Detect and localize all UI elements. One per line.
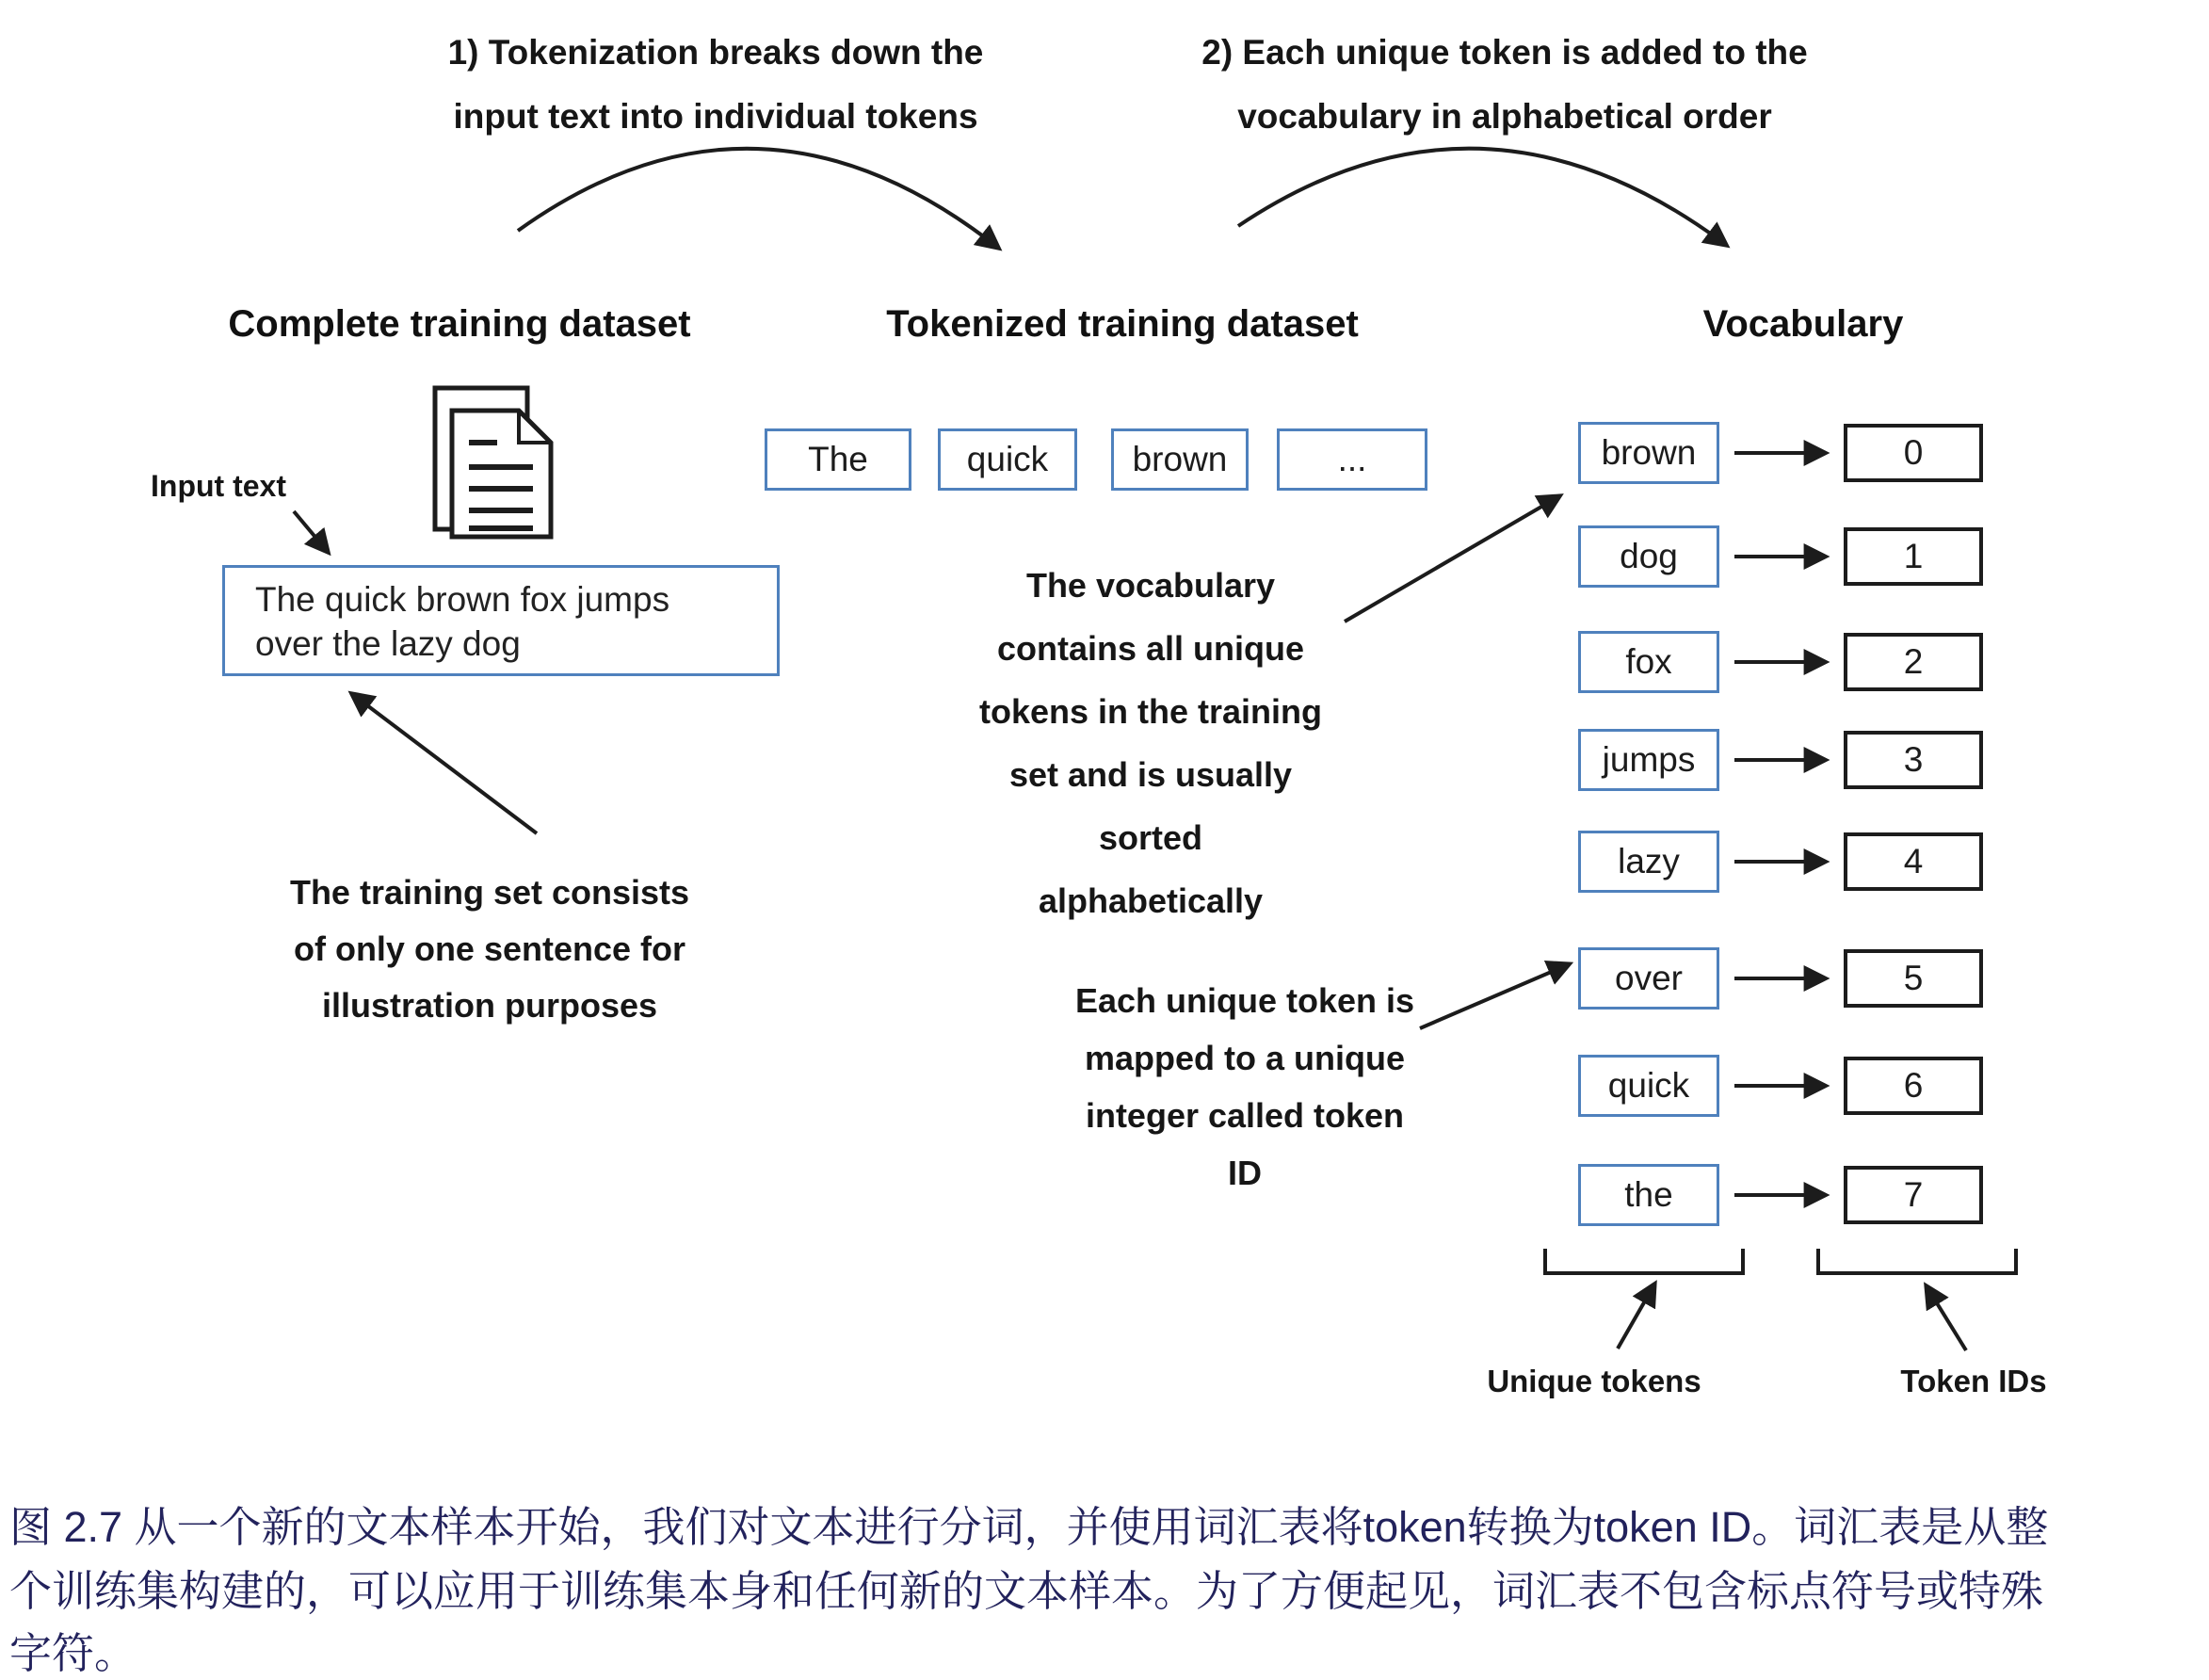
figure-caption-line2: 个训练集构建的，可以应用于训练集本身和任何新的文本样本。为了方便起见，词汇表不包含标点符号或特殊 [9, 1567, 2044, 1615]
token-box-the: The [765, 428, 911, 491]
vocab-id-2: 2 [1844, 633, 1983, 691]
token-box-ellipsis: ... [1277, 428, 1427, 491]
vocab-token-over: over [1578, 947, 1719, 1010]
vocab-id-7: 7 [1844, 1166, 1983, 1224]
vocab-id-5: 5 [1844, 949, 1983, 1008]
training-note-line3: illustration purposes [321, 986, 658, 1025]
vocab-token-dog: dog [1578, 525, 1719, 588]
token-ids-arrow [1927, 1286, 1966, 1350]
training-note-arrow [352, 694, 537, 833]
input-text-label: Input text [151, 469, 286, 503]
vocab-id-1: 1 [1844, 527, 1983, 586]
step2-note-line1: 2) Each unique token is added to the [1201, 33, 1808, 72]
vocab-token-the: the [1578, 1164, 1719, 1226]
training-note-line1: The training set consists [289, 873, 690, 912]
vocab-note [979, 554, 1322, 932]
vocab-id-4: 4 [1844, 832, 1983, 891]
vocab-token-lazy: lazy [1578, 831, 1719, 893]
mapping-note-line2: mapped to a unique [1084, 1039, 1406, 1077]
step1-note [448, 21, 984, 149]
input-sentence-line2: over the lazy dog [255, 624, 521, 663]
document-icon [435, 388, 551, 537]
unique-tokens-label: Unique tokens [1487, 1364, 1701, 1398]
figure-caption-line1: 图 2.7 从一个新的文本样本开始，我们对文本进行分词，并使用词汇表将token转换为token ID。词汇表是从整 [9, 1503, 2049, 1551]
vocab-note-line1: The vocabulary [1025, 566, 1276, 605]
vocab-note-line6: alphabetically [1038, 881, 1264, 920]
vocab-token-jumps: jumps [1578, 729, 1719, 791]
vocab-note-line5: sorted [1098, 818, 1203, 857]
vocab-note-arrow [1345, 496, 1559, 622]
training-note [290, 864, 689, 1034]
token-box-quick: quick [938, 428, 1077, 491]
token-ids-label: Token IDs [1900, 1364, 2047, 1398]
vocab-id-6: 6 [1844, 1057, 1983, 1115]
mapping-note-line4: ID [1227, 1154, 1262, 1192]
input-sentence-line1: The quick brown fox jumps [255, 580, 670, 619]
vocab-id-0: 0 [1844, 424, 1983, 482]
curved-arrow-step1 [518, 149, 998, 248]
step2-note [1201, 21, 1807, 149]
token-box-brown: brown [1111, 428, 1249, 491]
training-note-line2: of only one sentence for [293, 929, 686, 968]
vocab-token-fox: fox [1578, 631, 1719, 693]
curved-arrow-step2 [1238, 149, 1726, 245]
unique-tokens-bracket [1545, 1249, 1743, 1273]
step2-note-line2: vocabulary in alphabetical order [1237, 97, 1772, 136]
vocab-id-3: 3 [1844, 731, 1983, 789]
header-tokenized-training-dataset: Tokenized training dataset [886, 303, 1359, 345]
header-vocabulary: Vocabulary [1702, 303, 1904, 345]
mapping-note-line3: integer called token [1085, 1096, 1405, 1135]
vocab-note-line4: set and is usually [1008, 755, 1293, 794]
mapping-note-line1: Each unique token is [1074, 981, 1415, 1020]
step1-note-line2: input text into individual tokens [453, 97, 978, 136]
vocab-token-quick: quick [1578, 1055, 1719, 1117]
token-ids-bracket [1818, 1249, 2016, 1273]
input-label-arrow [294, 511, 328, 552]
header-complete-training-dataset: Complete training dataset [228, 303, 691, 345]
mapping-note-arrow [1420, 964, 1569, 1028]
figure-caption-line3: 字符。 [9, 1629, 137, 1677]
mapping-note [1075, 972, 1414, 1202]
vocab-note-line3: tokens in the training [978, 692, 1323, 731]
vocab-token-brown: brown [1578, 422, 1719, 484]
step1-note-line1: 1) Tokenization breaks down the [447, 33, 984, 72]
vocab-note-line2: contains all unique [996, 629, 1305, 668]
unique-tokens-arrow [1618, 1284, 1654, 1349]
input-sentence-box [222, 565, 780, 676]
